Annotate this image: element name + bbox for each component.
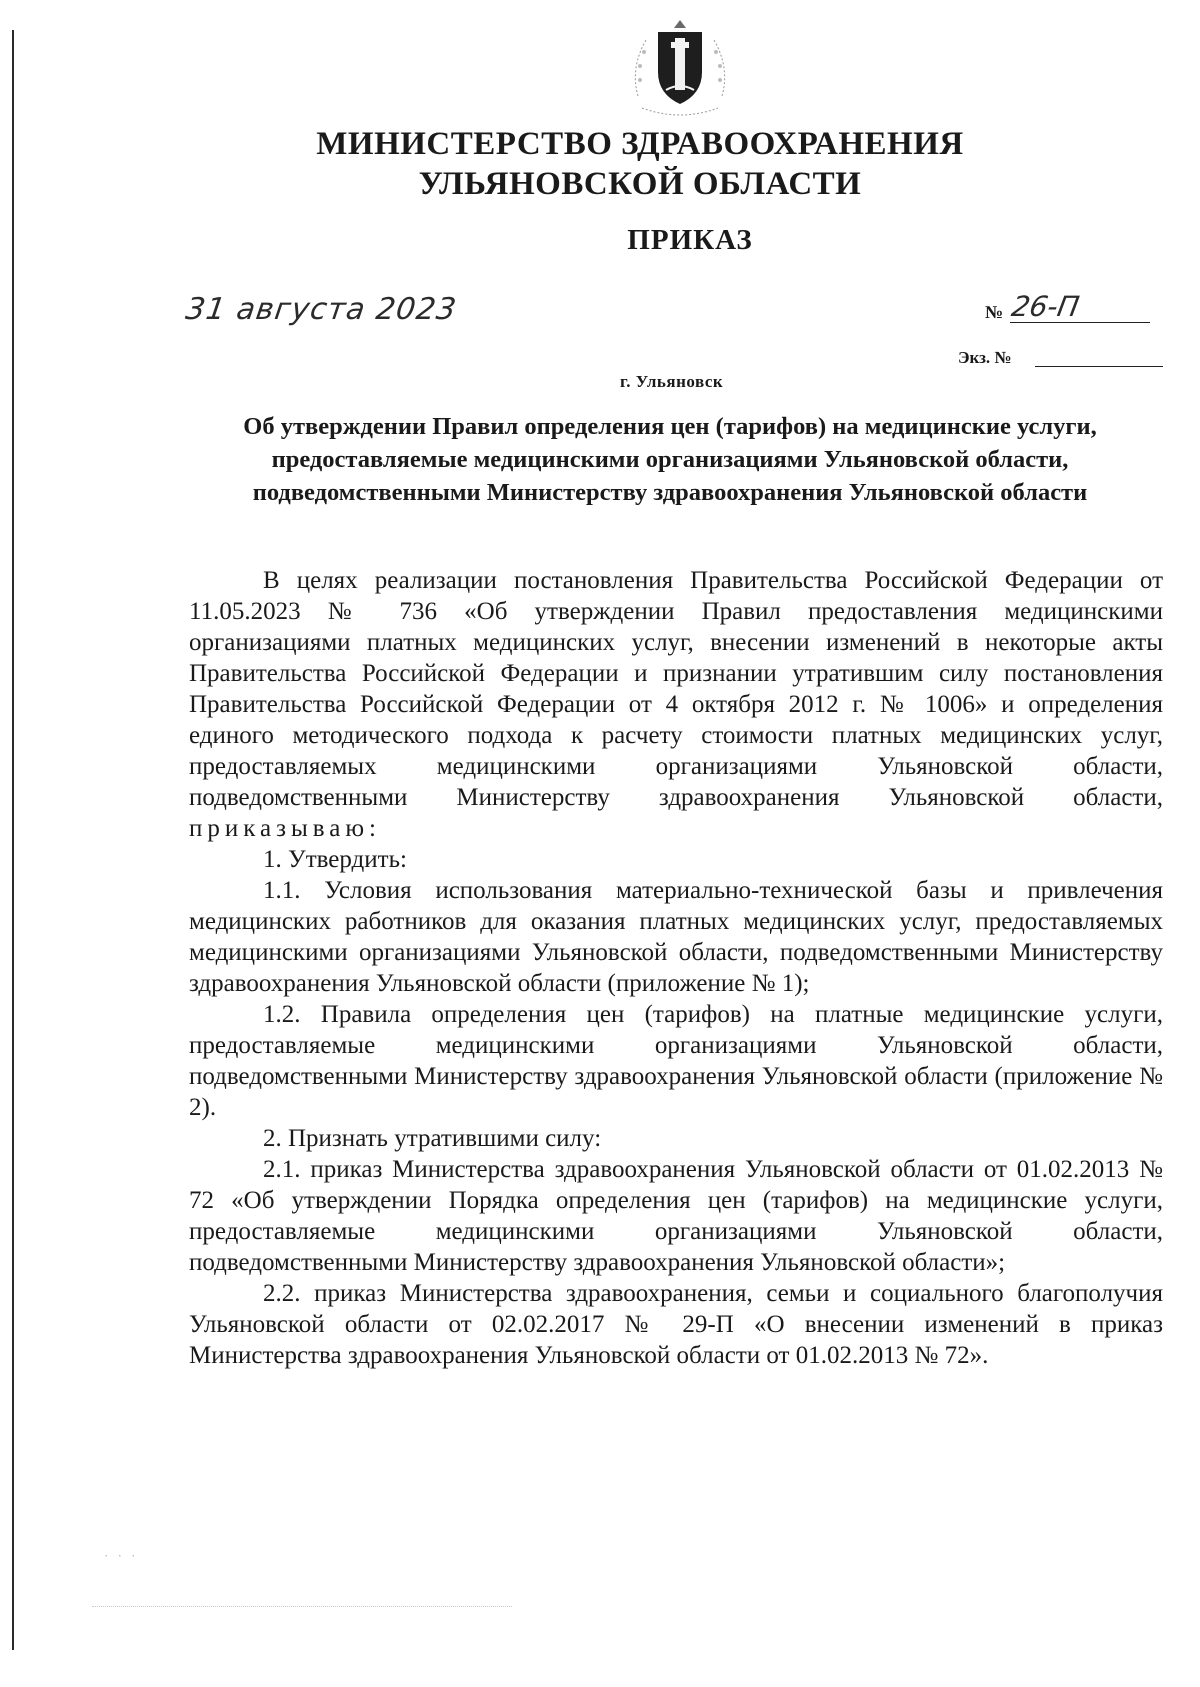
copy-number-label: Экз. № [958, 348, 1012, 367]
item-1-1: 1.1. Условия использования материально-технической базы и привлечения медицинских работников для оказания платных медицинских услуг, предоставляемых медицинскими организациями Ульяновской области, подведомственными Министерству здравоохранения Ульяновской области (приложение № 1); [189, 877, 1163, 997]
city: г. Ульяновск [620, 372, 724, 391]
handwritten-date: 31 августа 2023 [183, 292, 459, 327]
handwritten-number: 26-П [1009, 290, 1082, 323]
order-subject: Об утверждении Правил определения цен (тарифов) на медицинские услуги, предоставляемые медицинскими организациями Ульяновской области, подведомственными Министерству здравоохранения Ульяновской области [243, 413, 1097, 506]
copy-number-underline [1035, 366, 1163, 367]
ministry-name [200, 124, 1080, 204]
item-1-2: 1.2. Правила определения цен (тарифов) на платные медицинские услуги, предоставляемые медицинскими организациями Ульяновской области, подведомственными Министерству здравоохранения Ульяновской области (приложение № 2). [189, 1001, 1163, 1121]
orders-word: приказываю: [189, 815, 381, 842]
scan-edge-line [12, 30, 14, 1650]
item-2-1: 2.1. приказ Министерства здравоохранения Ульяновской области от 01.02.2013 № 72 «Об утверждении Порядка определения цен (тарифов) на медицинские услуги, предоставляемые медицинскими организациями Ульяновской области, подведомственными Министерству здравоохранения Ульяновской области»; [189, 1156, 1163, 1276]
faint-scan-mark: · · · [104, 1548, 139, 1563]
scan-noise-line [92, 1606, 512, 1607]
item-2-2: 2.2. приказ Министерства здравоохранения, семьи и социального благополучия Ульяновской области от 02.02.2017 № 29-П «О внесении изменений в приказ Министерства здравоохранения Ульяновской области от 01.02.2013 № 72». [189, 1280, 1163, 1369]
order-body [189, 565, 1163, 1371]
item-1: 1. Утвердить: [263, 846, 407, 873]
ministry-name-line-2: УЛЬЯНОВСКОЙ ОБЛАСТИ [418, 166, 862, 202]
item-2: 2. Признать утратившими силу: [263, 1125, 602, 1152]
preamble-text: В целях реализации постановления Правительства Российской Федерации от 11.05.2023 № 736 «Об утверждении Правил предоставления медицинскими организациями платных медицинских услуг, внесении изменений в некоторые акты Правительства Российской Федерации и признании утратившим силу постановления Правительства Российской Федерации от 4 октября 2012 г. № 1006» и определения единого методического подхода к расчету стоимости платных медицинских услуг, предоставляемых медицинскими организациями Ульяновской области, подведомственными Министерству здравоохранения Ульяновской области, [189, 567, 1163, 811]
document-type-title: ПРИКАЗ [627, 224, 753, 256]
preamble-paragraph [189, 565, 1163, 844]
ministry-name-line-1: МИНИСТЕРСТВО ЗДРАВООХРАНЕНИЯ [316, 126, 964, 162]
number-label: № [985, 302, 1004, 322]
ulyanovsk-coat-of-arms-icon [620, 18, 740, 122]
